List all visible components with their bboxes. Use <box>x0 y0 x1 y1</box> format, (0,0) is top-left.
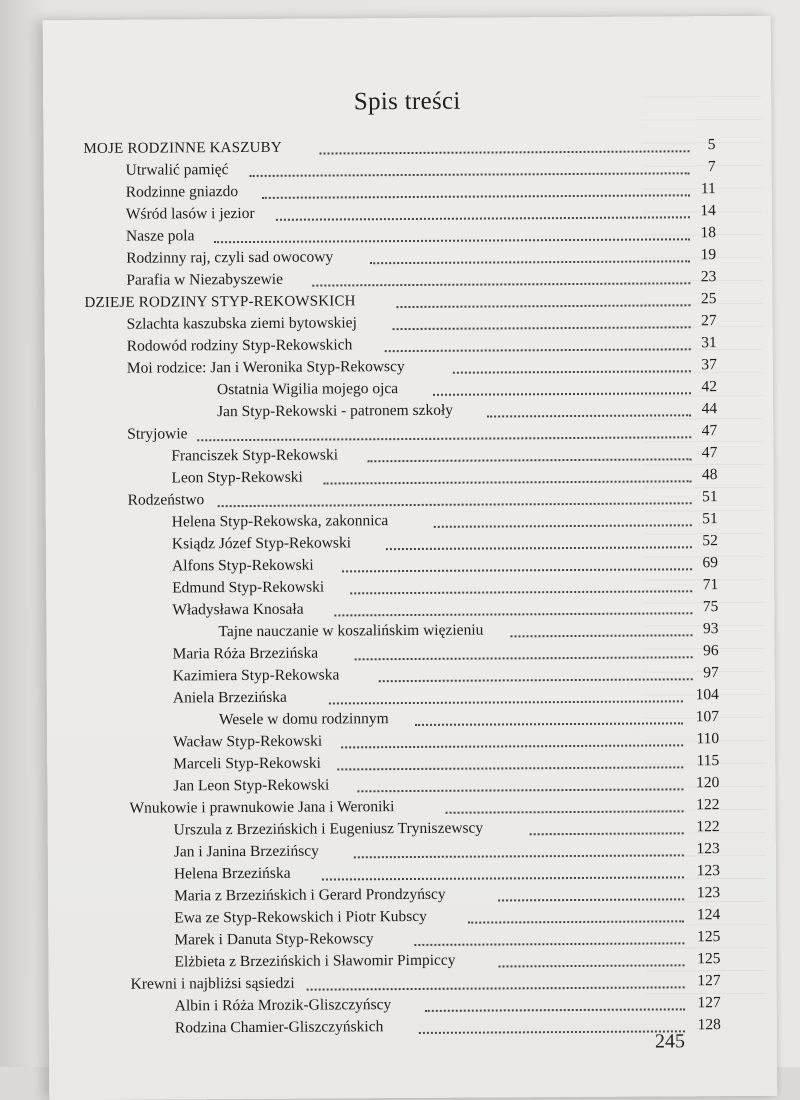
leader-dots <box>320 148 690 154</box>
leader-dots <box>510 632 692 637</box>
leader-dots <box>446 808 684 813</box>
leader-dots <box>334 610 692 616</box>
leader-dots <box>498 896 684 901</box>
leader-dots <box>468 918 684 923</box>
leader-dots <box>386 544 692 550</box>
toc-entry <box>217 398 717 423</box>
toc-entry-text: Ewa ze Styp-Rekowskich i Piotr Kubscy <box>174 907 427 927</box>
toc-entry-text: Marceli Styp-Rekowski <box>173 754 321 773</box>
leader-dots <box>329 698 683 704</box>
toc-entry-text: Franciszek Styp-Rekowski <box>171 446 339 465</box>
toc-entry-text: Maria Róża Brzezińska <box>172 644 319 663</box>
leader-dots <box>433 390 691 396</box>
toc-entry-page: 42 <box>701 378 718 396</box>
leader-dots <box>341 742 683 748</box>
toc-entry-text: Kazimiera Styp-Rekowska <box>172 666 340 685</box>
toc-entry-page: 125 <box>697 928 721 946</box>
toc-entry-text: Leon Styp-Rekowski <box>171 468 303 487</box>
leader-dots <box>250 170 690 177</box>
toc-entry-text: Maria z Brzezińskich i Gerard Prondzyńscy <box>174 885 446 905</box>
toc-entry-text: Tajne nauczanie w koszalińskim więzieniu <box>218 621 484 641</box>
toc-entry-page: 115 <box>696 752 720 770</box>
leader-dots <box>324 478 692 484</box>
leader-dots <box>530 830 684 835</box>
toc-entry-text: Ostatnia Wigilia mojego ojca <box>216 380 399 399</box>
leader-dots <box>414 940 684 946</box>
book-page <box>43 16 778 1100</box>
toc-entry-page: 23 <box>700 268 717 286</box>
toc-entry-text: Rodowód rodziny Styp-Rekowskich <box>126 336 353 355</box>
toc-entry-text: Stryjowie <box>127 425 188 443</box>
toc-entry-page: 93 <box>702 620 719 638</box>
toc-entry-text: Elżbieta z Brzezińskich i Sławomir Pimpiccy <box>174 951 456 971</box>
table-of-contents <box>43 16 777 1037</box>
toc-entry-page: 123 <box>696 840 720 858</box>
leader-dots <box>307 984 685 990</box>
leader-dots <box>214 236 690 243</box>
toc-entry-text: Rodzina Chamier-Gliszczyńskich <box>174 1018 384 1037</box>
toc-entry-page: 123 <box>696 884 721 902</box>
toc-entry-text: Krewni i najbliżsi sąsiedzi <box>130 974 295 993</box>
toc-entry-text: Edmund Styp-Rekowski <box>172 578 325 597</box>
toc-entry-page: 75 <box>702 598 719 616</box>
toc-entry-text: Utrwalić pamięć <box>125 161 229 179</box>
leader-dots <box>312 280 690 286</box>
toc-entry-text: Rodzinne gniazdo <box>125 183 239 201</box>
toc-entry-text: Urszula z Brzezińskich i Eugeniusz Tryniszewscy <box>173 819 484 839</box>
toc-entry <box>175 1014 721 1039</box>
toc-entry-text: DZIEJE RODZINY STYP-REKOWSKICH <box>84 293 356 311</box>
leader-dots <box>350 588 692 594</box>
leader-dots <box>357 786 683 792</box>
page-number: 245 <box>654 1030 686 1053</box>
leader-dots <box>498 962 684 967</box>
toc-entry-page: 48 <box>701 466 718 484</box>
leader-dots <box>393 324 691 330</box>
toc-entry-text: Albin i Róża Mrozik-Gliszczyńscy <box>174 996 392 1015</box>
leader-dots <box>379 676 693 682</box>
leader-dots <box>197 434 691 441</box>
toc-entry-page: 110 <box>696 730 720 748</box>
toc-entry-text: Wacław Styp-Rekowski <box>173 732 323 751</box>
page-title: Spis treści <box>353 87 461 116</box>
leader-dots <box>354 852 684 858</box>
toc-entry-page: 120 <box>696 774 720 792</box>
leader-dots <box>415 720 683 726</box>
toc-entry-text: MOJE RODZINNE KASZUBY <box>83 139 282 157</box>
toc-entry-text: Helena Brzezińska <box>173 864 291 883</box>
toc-entry-text: Władysława Knosała <box>172 600 304 619</box>
toc-entry-page: 47 <box>701 422 718 440</box>
toc-entry-page: 122 <box>696 796 720 814</box>
toc-entry-page: 71 <box>702 576 719 594</box>
leader-dots <box>396 302 690 308</box>
toc-entry-page: 122 <box>696 818 720 836</box>
toc-entry <box>217 376 717 401</box>
toc-entry-page: 52 <box>702 532 718 550</box>
toc-entry-text: Moi rodzice: Jan i Weronika Styp-Rekowscy <box>126 358 405 377</box>
toc-entry-page: 37 <box>701 356 717 374</box>
toc-entry-text: Wśród lasów i jezior <box>125 204 255 223</box>
toc-entry-page: 96 <box>703 642 719 660</box>
toc-entry-page: 14 <box>700 202 716 220</box>
toc-entry-text: Ksiądz Józef Styp-Rekowski <box>171 534 352 553</box>
leader-dots <box>337 764 683 770</box>
toc-entry <box>218 618 718 643</box>
toc-entry-text: Wnukowie i prawnukowie Jana i Weroniki <box>129 798 395 817</box>
toc-entry-text: Rodzinny raj, czyli sad owocowy <box>126 248 334 267</box>
toc-entry-page: 125 <box>697 950 721 968</box>
toc-entry-page: 7 <box>707 158 716 176</box>
leader-dots <box>322 874 684 880</box>
leader-dots <box>262 192 690 199</box>
toc-entry-page: 97 <box>703 664 719 682</box>
toc-entry-page: 107 <box>695 708 720 726</box>
toc-entry-page: 124 <box>696 906 721 924</box>
leader-dots <box>385 346 691 352</box>
toc-entry-text: Aniela Brzezińska <box>172 688 287 707</box>
toc-entry-text: Nasze pola <box>125 227 195 245</box>
toc-entry-text: Rodzeństwo <box>127 491 205 509</box>
toc-entry-text: Jan i Janina Brzezińscy <box>173 842 319 861</box>
leader-dots <box>434 522 692 528</box>
toc-entry-page: 128 <box>697 1016 721 1034</box>
toc-entry-page: 51 <box>702 488 718 506</box>
leader-dots <box>276 214 690 221</box>
leader-dots <box>355 654 693 660</box>
toc-entry-page: 123 <box>696 862 720 880</box>
toc-entry-text: Jan Styp-Rekowski - patronem szkoły <box>217 401 454 421</box>
toc-entry-page: 104 <box>695 686 719 704</box>
toc-entry-page: 31 <box>701 334 717 352</box>
toc-entry-page: 27 <box>701 312 717 330</box>
toc-entry-page: 47 <box>701 444 718 462</box>
leader-dots <box>370 258 690 264</box>
toc-entry-page: 25 <box>700 290 717 308</box>
leader-dots <box>367 456 691 462</box>
toc-entry-page: 5 <box>707 136 716 154</box>
toc-entry-text: Helena Styp-Rekowska, zakonnica <box>171 512 389 531</box>
toc-entry-text: Jan Leon Styp-Rekowski <box>173 776 330 795</box>
toc-entry <box>219 706 719 731</box>
toc-entry-text: Szlachta kaszubska ziemi bytowskiej <box>126 314 357 333</box>
leader-dots <box>419 1028 685 1034</box>
toc-entry-text: Wesele w domu rodzinnym <box>218 710 389 729</box>
toc-entry-page: 18 <box>700 224 717 242</box>
toc-entry-text: Parafia w Niezabyszewie <box>126 270 284 289</box>
leader-dots <box>342 566 692 572</box>
toc-entry-page: 69 <box>702 554 719 572</box>
leader-dots <box>218 500 692 507</box>
toc-entry-page: 51 <box>702 510 718 528</box>
leader-dots <box>425 1006 685 1012</box>
leader-dots <box>487 412 691 417</box>
toc-entry-page: 127 <box>697 972 721 990</box>
toc-entry-page: 127 <box>697 994 721 1012</box>
toc-entry-text: Marek i Danuta Styp-Rekowscy <box>174 930 374 949</box>
toc-entry-page: 19 <box>700 246 717 264</box>
leader-dots <box>453 368 691 373</box>
toc-entry-page: 11 <box>700 180 716 198</box>
toc-entry-page: 44 <box>701 400 718 418</box>
toc-entry-text: Alfons Styp-Rekowski <box>171 556 314 575</box>
